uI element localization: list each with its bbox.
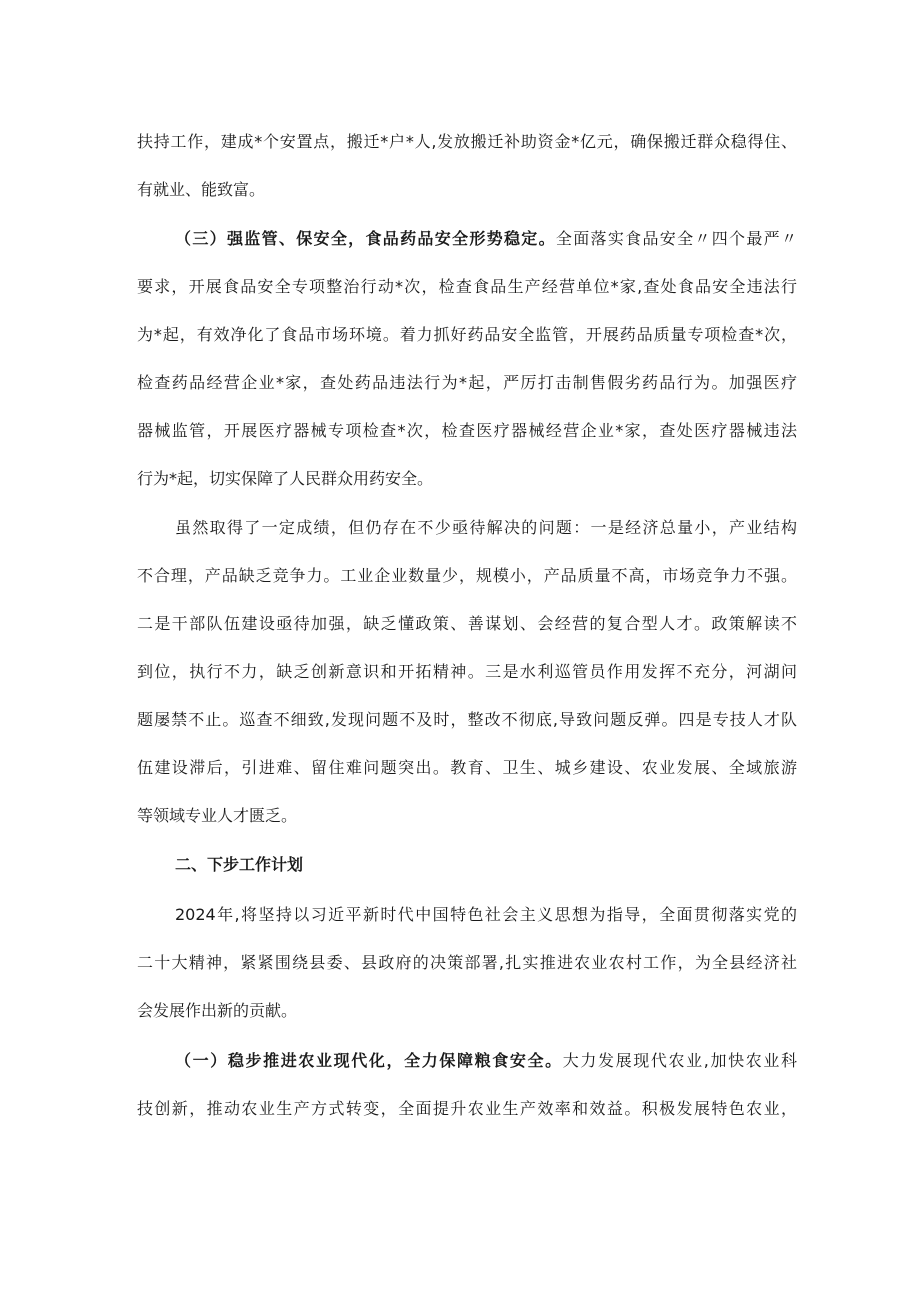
line-text: 为*起，有效净化了食品市场环境。着力抓好药品安全监管，开展药品质量专项检查*次，	[137, 325, 797, 344]
line-text: 有就业、能致富。	[137, 180, 266, 199]
line-text: 虽然取得了一定成绩，但仍存在不少亟待解决的问题：一是经济总量小，产业结构	[175, 518, 797, 537]
paragraph-line	[137, 1001, 797, 1021]
paragraph-line	[175, 905, 797, 925]
line-text: 二十大精神，紧紧围绕县委、县政府的决策部署,扎实推进农业农村工作，为全县经济社	[137, 953, 797, 972]
line-text: 二是干部队伍建设亟待加强，缺乏懂政策、善谋划、会经营的复合型人才。政策解读不	[137, 614, 797, 633]
paragraph-line	[137, 614, 797, 634]
paragraph-line	[137, 132, 797, 152]
line-text: 检查药品经营企业*家，查处药品违法行为*起，严厉打击制售假劣药品行为。加强医疗	[137, 373, 797, 392]
paragraph-line	[137, 180, 797, 200]
line-text: 要求，开展食品安全专项整治行动*次，检查食品生产经营单位*家,查处食品安全违法行	[137, 277, 797, 296]
paragraph-line	[175, 518, 797, 538]
line-text: 技创新，推动农业生产方式转变，全面提升农业生产效率和效益。积极发展特色农业，	[137, 1099, 797, 1118]
bold-heading-text: （一）稳步推进农业现代化，全力保障粮食安全。	[175, 1051, 563, 1070]
line-text: 行为*起，切实保障了人民群众用药安全。	[137, 469, 434, 488]
line-text: 大力发展现代农业,加快农业科	[562, 1051, 797, 1070]
paragraph-line	[137, 566, 797, 586]
section-heading	[175, 855, 797, 875]
paragraph-line	[137, 710, 797, 730]
paragraph-line	[137, 662, 797, 682]
paragraph-line	[175, 229, 797, 249]
line-text: 器械监管，开展医疗器械专项检查*次，检查医疗器械经营企业*家，查处医疗器械违法	[137, 421, 797, 440]
paragraph-line	[137, 758, 797, 778]
line-text: 等领域专业人才匮乏。	[137, 806, 298, 825]
paragraph-line	[137, 1099, 797, 1119]
section-heading-text: 二、下步工作计划	[175, 855, 304, 874]
paragraph-line	[137, 469, 797, 489]
line-text: 伍建设滞后，引进难、留住难问题突出。教育、卫生、城乡建设、农业发展、全域旅游	[137, 758, 797, 777]
line-text: 题屡禁不止。巡查不细致,发现问题不及时，整改不彻底,导致问题反弹。四是专技人才队	[137, 710, 797, 729]
paragraph-line	[137, 373, 797, 393]
line-text: 全面落实食品安全〃四个最严〃	[555, 229, 797, 248]
line-text: 会发展作出新的贡献。	[137, 1001, 298, 1020]
line-text: 不合理，产品缺乏竞争力。工业企业数量少，规模小，产品质量不高，市场竞争力不强。	[137, 566, 797, 585]
paragraph-line	[137, 325, 797, 345]
line-text: 扶持工作，建成*个安置点，搬迁*户*人,发放搬迁补助资金*亿元，确保搬迁群众稳得住、	[137, 132, 797, 151]
bold-heading-text: （三）强监管、保安全，食品药品安全形势稳定。	[175, 229, 556, 248]
line-text: 到位，执行不力，缺乏创新意识和开拓精神。三是水利巡管员作用发挥不充分，河湖问	[137, 662, 797, 681]
paragraph-line	[137, 953, 797, 973]
paragraph-line	[137, 806, 797, 826]
paragraph-line	[137, 277, 797, 297]
paragraph-line	[137, 421, 797, 441]
line-text: 2024年,将坚持以习近平新时代中国特色社会主义思想为指导，全面贯彻落实党的	[175, 905, 797, 924]
paragraph-line	[175, 1051, 797, 1071]
